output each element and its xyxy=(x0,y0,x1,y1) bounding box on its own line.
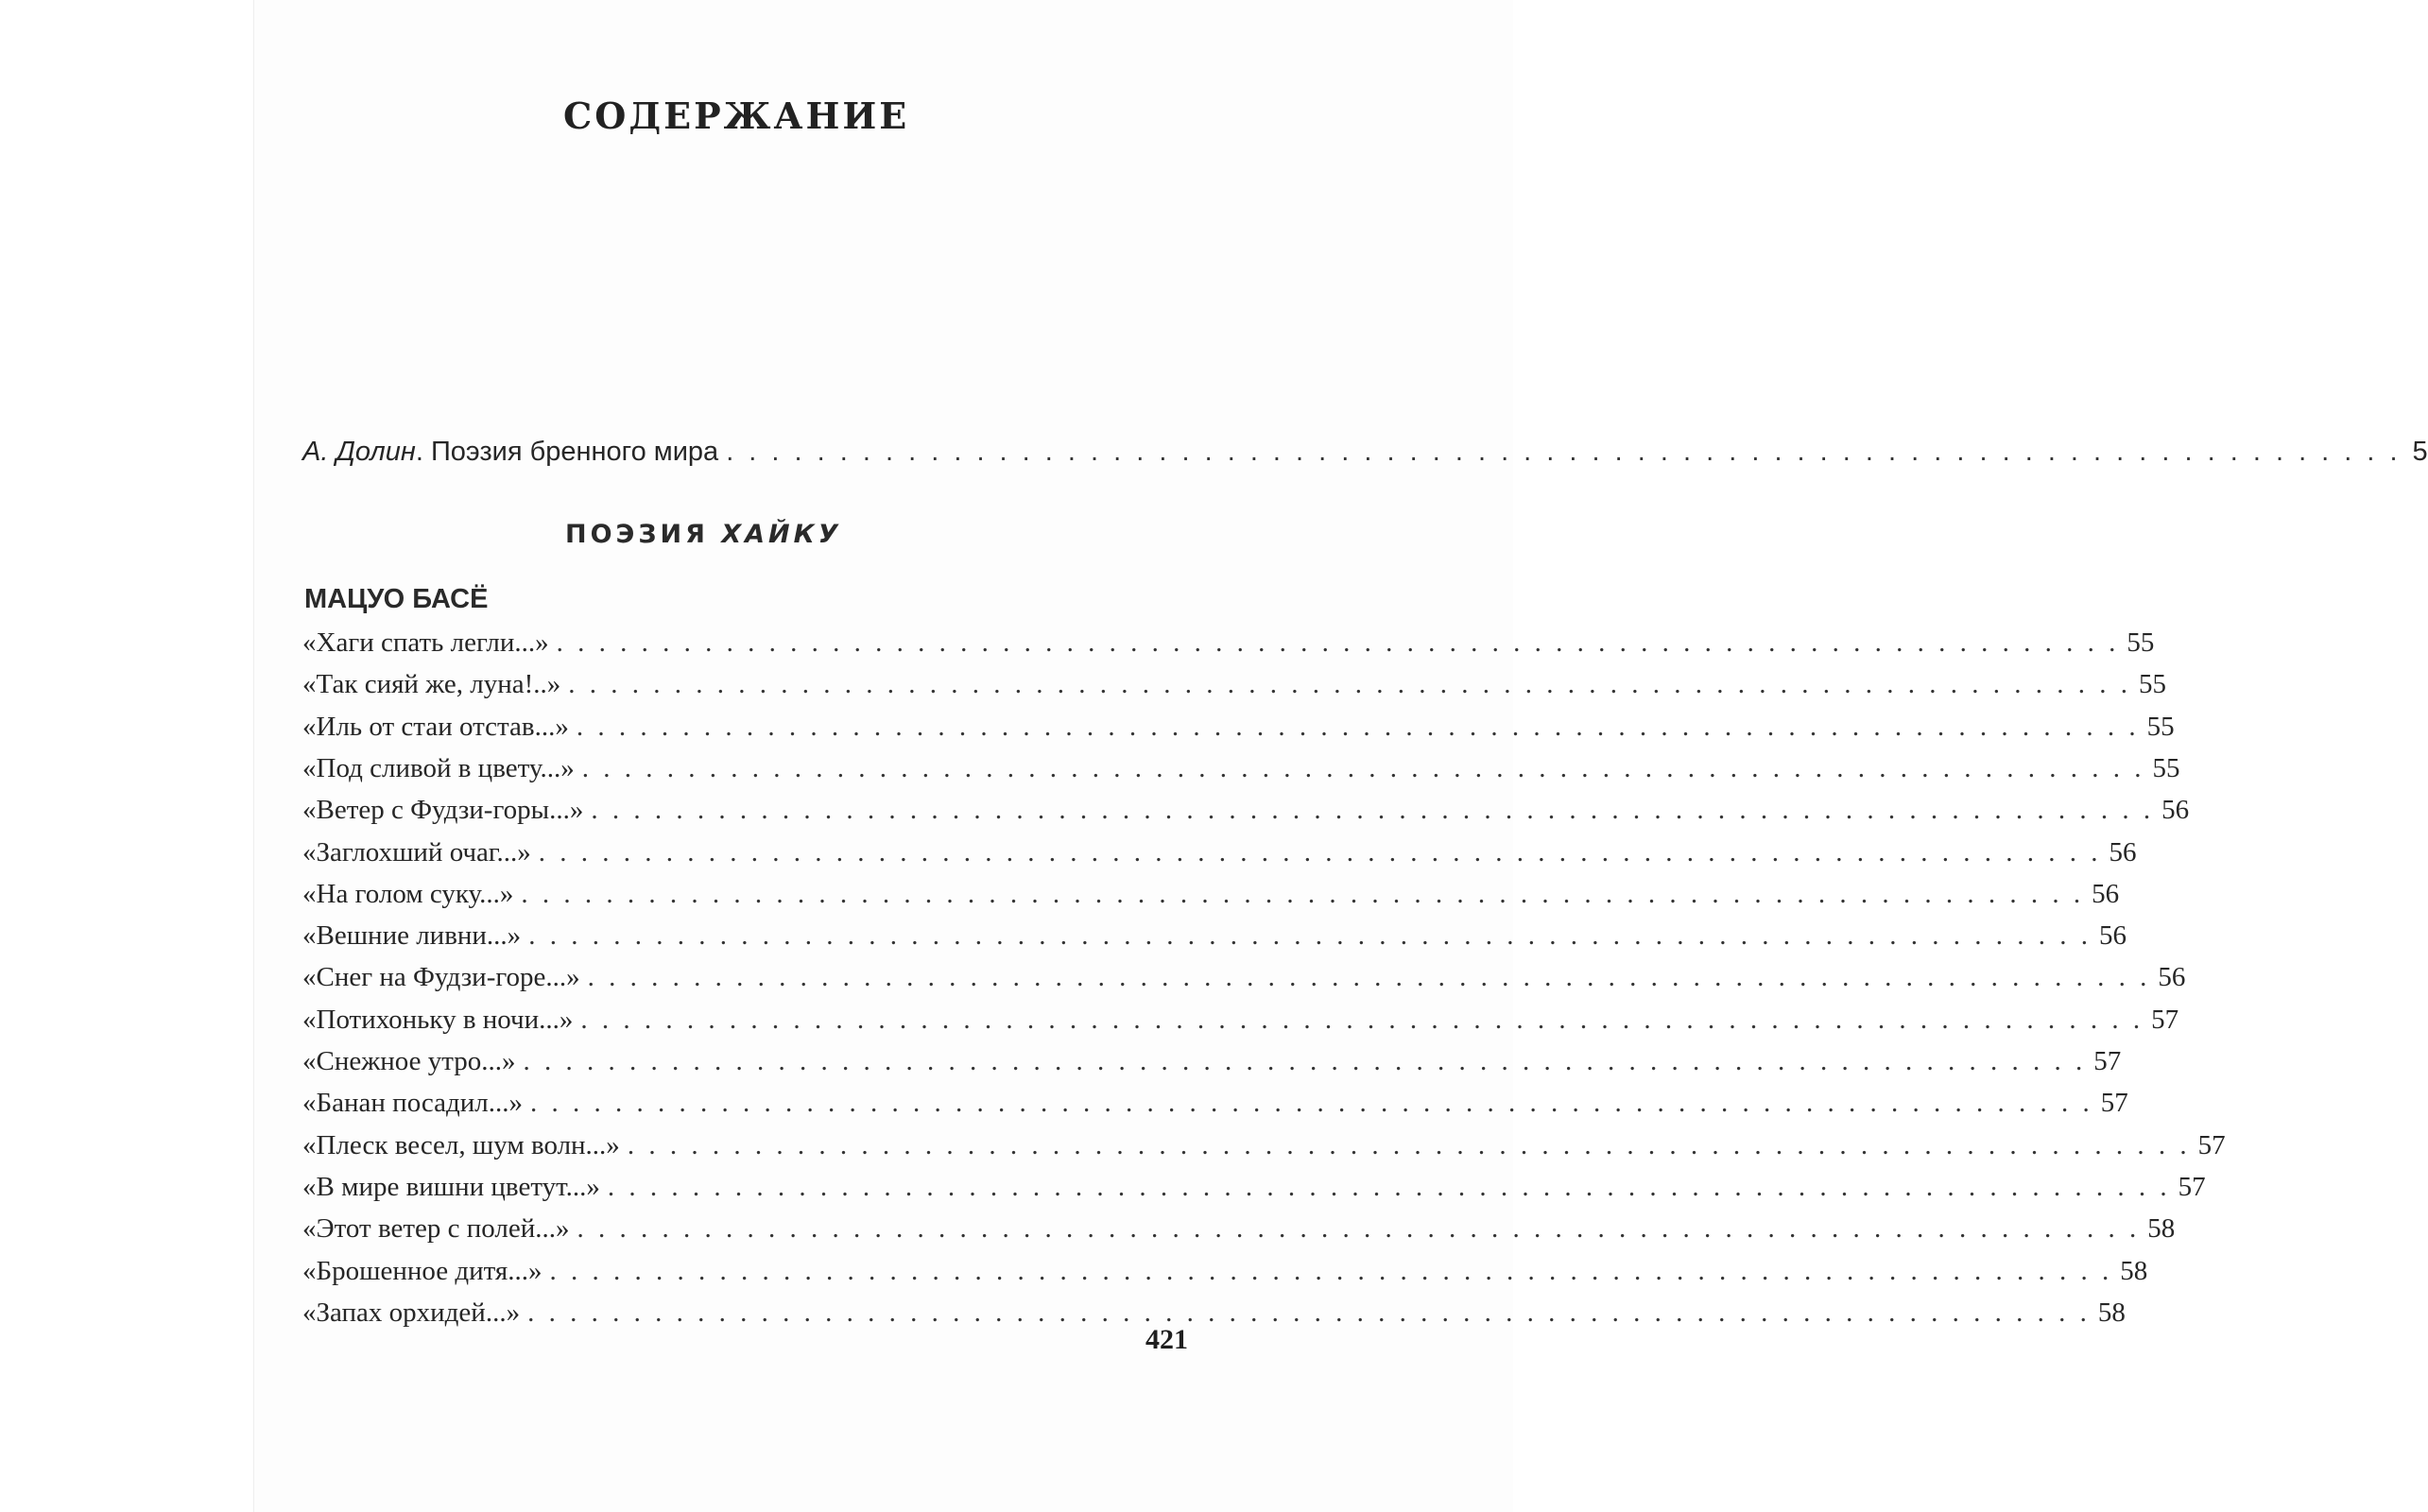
dot-leader: . . . . . . . . . . . . . . . . . . . . . . . . . . . . . . . . . . . . . . . . . . . . . . . . . . . . . . . . . . . . . . . . . . . . . . . . . . xyxy=(568,669,2131,699)
toc-entry-label: «Запах орхидей...» xyxy=(302,1297,521,1328)
page-number: 57 xyxy=(2197,1130,2226,1160)
dot-leader: . . . . . . . . . . . . . . . . . . . . . . . . . . . . . . . . . . . . . . . . . . . . . . . . . . . . . . . . . . . . . . . . . . . . . . . . . . xyxy=(726,437,2402,467)
page-number: 57 xyxy=(2093,1046,2122,1076)
page-number: 57 xyxy=(2178,1172,2206,1202)
toc-entry xyxy=(302,835,2137,869)
toc-entry xyxy=(302,1296,2126,1330)
dot-leader: . . . . . . . . . . . . . . . . . . . . . . . . . . . . . . . . . . . . . . . . . . . . . . . . . . . . . . . . . . . . . . . . . . . . . . . . . . xyxy=(538,837,2102,868)
toc-entry-label: «Этот ветер с полей...» xyxy=(302,1213,570,1244)
section-heading xyxy=(565,520,842,549)
toc-entry xyxy=(302,1170,2206,1204)
toc-entry-label: «В мире вишни цветут...» xyxy=(302,1172,600,1202)
page-number: 57 xyxy=(2100,1088,2128,1118)
page-number: 58 xyxy=(2147,1213,2176,1244)
dot-leader: . . . . . . . . . . . . . . . . . . . . . . . . . . . . . . . . . . . . . . . . . . . . . . . . . . . . . . . . . . . . . . . . . . . . . . . . . . xyxy=(530,1088,2093,1118)
page-number: 56 xyxy=(2098,920,2127,951)
toc-entry xyxy=(302,1044,2122,1078)
page-number: 5 xyxy=(2412,437,2428,467)
page-number: 56 xyxy=(2158,962,2186,992)
toc-entry-label: «Снег на Фудзи-горе...» xyxy=(302,962,580,992)
toc-entry xyxy=(302,1086,2128,1120)
toc-entry-label: «Так сияй же, луна!..» xyxy=(302,669,561,699)
toc-entry-label: «Вешние ливни...» xyxy=(302,920,522,951)
toc-entry xyxy=(302,877,2120,911)
page-number: 56 xyxy=(2109,837,2137,868)
intro-title: Поэзия бренного мира xyxy=(430,437,719,467)
dot-leader: . . . . . . . . . . . . . . . . . . . . . . . . . . . . . . . . . . . . . . . . . . . . . . . . . . . . . . . . . . . . . . . . . . . . . . . . . . xyxy=(523,1046,2087,1076)
page-number: 55 xyxy=(2146,712,2175,742)
dot-leader: . . . . . . . . . . . . . . . . . . . . . . . . . . . . . . . . . . . . . . . . . . . . . . . . . . . . . . . . . . . . . . . . . . . . . . . . . . xyxy=(580,1005,2144,1035)
dot-leader: . . . . . . . . . . . . . . . . . . . . . . . . . . . . . . . . . . . . . . . . . . . . . . . . . . . . . . . . . . . . . . . . . . . . . . . . . . xyxy=(607,1172,2171,1202)
page-number: 58 xyxy=(2097,1297,2126,1328)
toc-entry-label: «Иль от стаи отстав...» xyxy=(302,712,569,742)
toc-entry xyxy=(302,710,2175,744)
toc-entry xyxy=(302,793,2190,827)
dot-leader: . . . . . . . . . . . . . . . . . . . . . . . . . . . . . . . . . . . . . . . . . . . . . . . . . . . . . . . . . . . . . . . . . . . . . . . . . . xyxy=(527,1297,2091,1328)
toc-entry xyxy=(302,751,2180,785)
page-gutter xyxy=(0,0,253,1512)
dot-leader: . . . . . . . . . . . . . . . . . . . . . . . . . . . . . . . . . . . . . . . . . . . . . . . . . . . . . . . . . . . . . . . . . . . . . . . . . . xyxy=(576,712,2140,742)
toc-entry xyxy=(302,1003,2179,1037)
toc-entry xyxy=(302,919,2127,953)
page-number: 55 xyxy=(2152,753,2180,783)
toc-entry-label: «Хаги спать легли...» xyxy=(302,627,549,658)
dot-leader: . . . . . . . . . . . . . . . . . . . . . . . . . . . . . . . . . . . . . . . . . . . . . . . . . . . . . . . . . . . . . . . . . . . . . . . . . . xyxy=(528,920,2092,951)
page-number: 56 xyxy=(2161,795,2190,825)
toc-entry-label: «Снежное утро...» xyxy=(302,1046,516,1076)
toc-entry xyxy=(302,1128,2226,1162)
page-number: 57 xyxy=(2151,1005,2179,1035)
page-number: 56 xyxy=(2092,879,2120,909)
toc-entry-label: «Плеск весел, шум волн...» xyxy=(302,1130,620,1160)
intro-author: А. Долин xyxy=(302,437,416,467)
toc-entry-label: «Банан посадил...» xyxy=(302,1088,524,1118)
author-heading: МАЦУО БАСЁ xyxy=(304,584,489,614)
toc-entry xyxy=(302,1211,2176,1246)
page-number: 58 xyxy=(2120,1256,2148,1286)
section-heading-part2: ХАЙКУ xyxy=(721,520,842,549)
dot-leader: . . . . . . . . . . . . . . . . . . . . . . . . . . . . . . . . . . . . . . . . . . . . . . . . . . . . . . . . . . . . . . . . . . . . . . . . . . xyxy=(577,1213,2141,1244)
toc-entry-label xyxy=(302,435,718,469)
page-title: СОДЕРЖАНИЕ xyxy=(563,94,910,137)
dot-leader: . . . . . . . . . . . . . . . . . . . . . . . . . . . . . . . . . . . . . . . . . . . . . . . . . . . . . . . . . . . . . . . . . . . . . . . . . . xyxy=(581,753,2145,783)
intro-separator: . xyxy=(415,437,431,467)
page-number: 55 xyxy=(2139,669,2166,699)
page-number: 55 xyxy=(2127,627,2155,658)
toc-entry-label: «Брошенное дитя...» xyxy=(302,1256,542,1286)
dot-leader: . . . . . . . . . . . . . . . . . . . . . . . . . . . . . . . . . . . . . . . . . . . . . . . . . . . . . . . . . . . . . . . . . . . . . . . . . . xyxy=(556,627,2120,658)
toc-entry-label: «Ветер с Фудзи-горы...» xyxy=(302,795,584,825)
toc-entry-intro xyxy=(302,435,2428,469)
folio-page-number: 421 xyxy=(1145,1324,1188,1355)
section-heading-part1: ПОЭЗИЯ xyxy=(565,520,722,549)
toc-entry-label: «Под сливой в цвету...» xyxy=(302,753,575,783)
dot-leader: . . . . . . . . . . . . . . . . . . . . . . . . . . . . . . . . . . . . . . . . . . . . . . . . . . . . . . . . . . . . . . . . . . . . . . . . . . xyxy=(521,879,2085,909)
toc-entry xyxy=(302,667,2166,701)
dot-leader: . . . . . . . . . . . . . . . . . . . . . . . . . . . . . . . . . . . . . . . . . . . . . . . . . . . . . . . . . . . . . . . . . . . . . . . . . . xyxy=(587,962,2151,992)
toc-entry xyxy=(302,960,2186,994)
toc-entry xyxy=(302,1254,2148,1288)
toc-entry-label: «Потихоньку в ночи...» xyxy=(302,1005,574,1035)
dot-leader: . . . . . . . . . . . . . . . . . . . . . . . . . . . . . . . . . . . . . . . . . . . . . . . . . . . . . . . . . . . . . . . . . . . . . . . . . . xyxy=(627,1130,2191,1160)
toc-entry-label: «Заглохший очаг...» xyxy=(302,837,531,868)
dot-leader: . . . . . . . . . . . . . . . . . . . . . . . . . . . . . . . . . . . . . . . . . . . . . . . . . . . . . . . . . . . . . . . . . . . . . . . . . . xyxy=(591,795,2155,825)
toc-entry-label: «На голом суку...» xyxy=(302,879,514,909)
toc-entry xyxy=(302,626,2155,660)
dot-leader: . . . . . . . . . . . . . . . . . . . . . . . . . . . . . . . . . . . . . . . . . . . . . . . . . . . . . . . . . . . . . . . . . . . . . . . . . . xyxy=(549,1256,2113,1286)
